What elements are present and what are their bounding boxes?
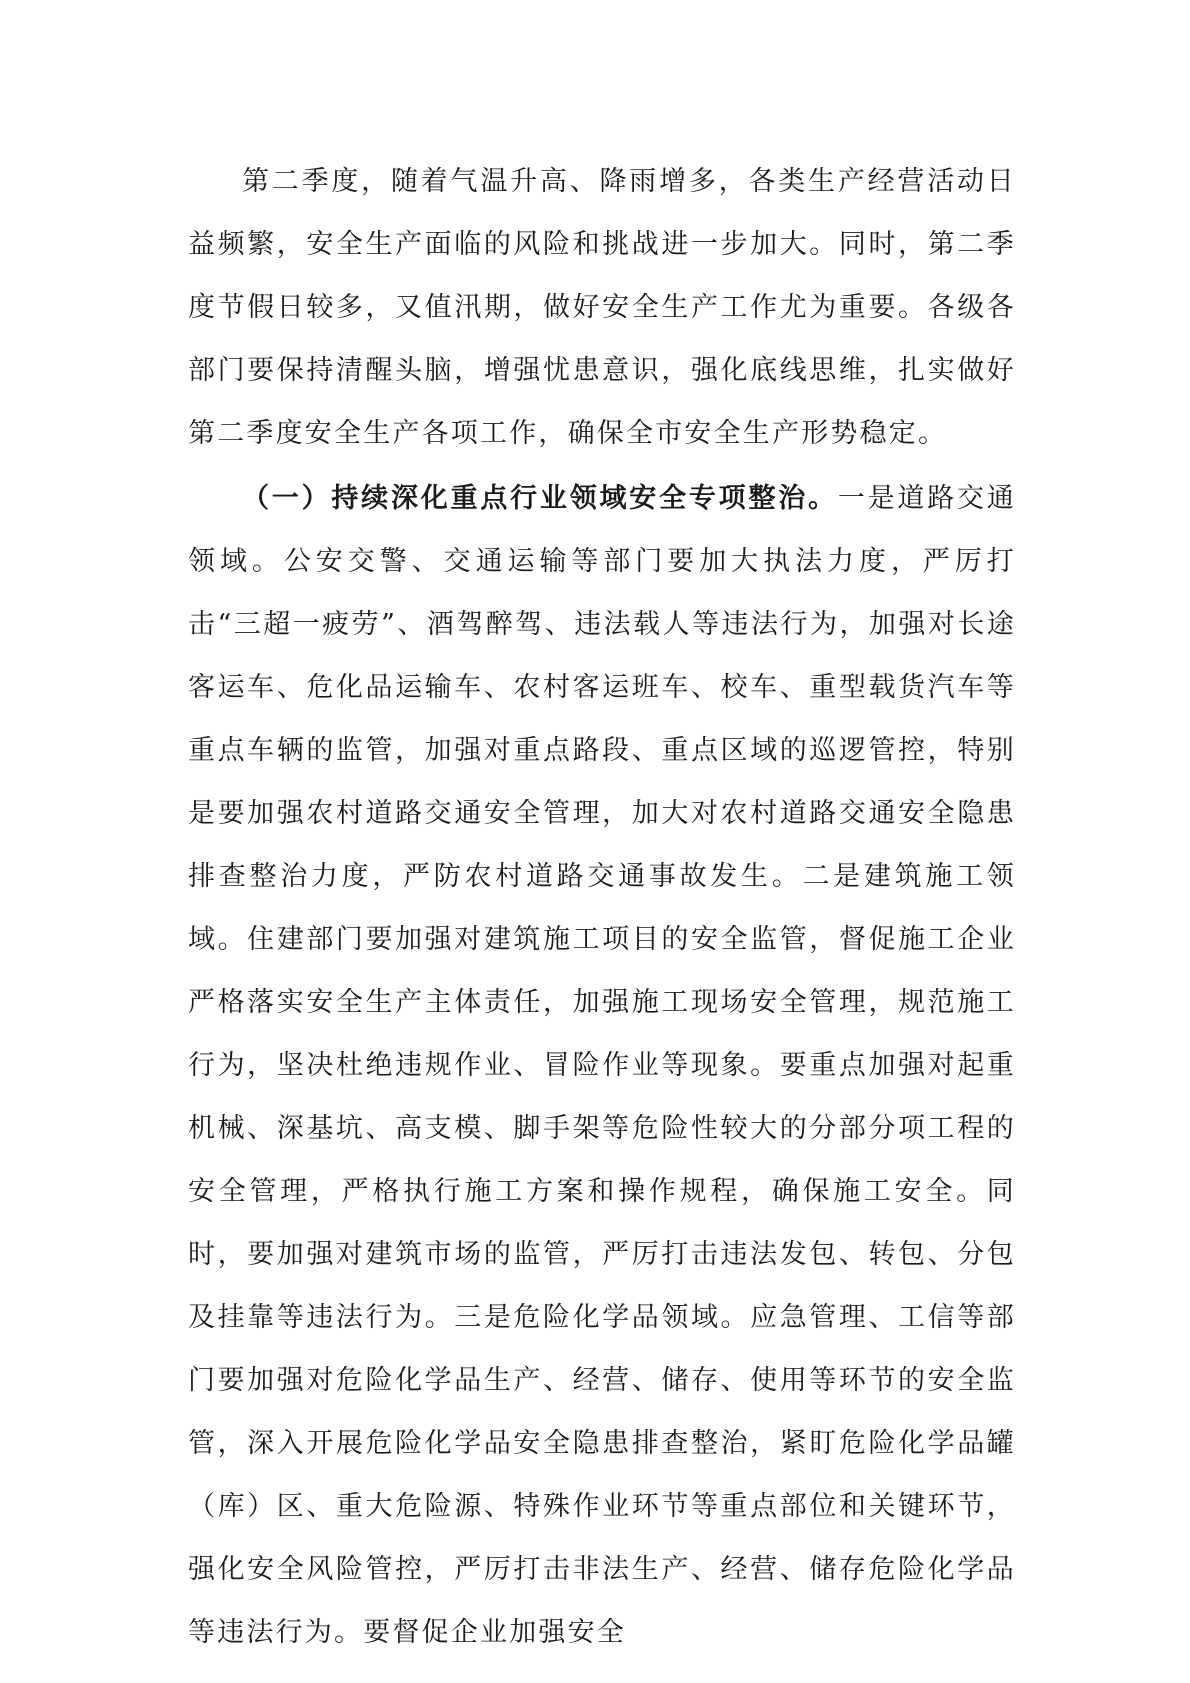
paragraph-text: 一是道路交通领域。公安交警、交通运输等部门要加大执法力度，严厉打击“三超一疲劳”、酒驾醉驾、违法载人等违法行为，加强对长途客运车、危化品运输车、农村客运班车、校车、重型载货汽车等重点车辆的监管，加强对重点路段、重点区域的巡逻管控，特别是要加强农村道路交通安全管理，加大对农村道路交通安全隐患排查整治力度，严防农村道路交通事故发生。二是建筑施工领域。住建部门要加强对建筑施工项目的安全监管，督促施工企业严格落实安全生产主体责任，加强施工现场安全管理，规范施工行为，坚决杜绝违规作业、冒险作业等现象。要重点加强对起重机械、深基坑、高支模、脚手架等危险性较大的分部分项工程的安全管理，严格执行施工方案和操作规程，确保施工安全。同时，要加强对建筑市场的监管，严厉打击违法发包、转包、分包及挂靠等违法行为。三是危险化学品领域。应急管理、工信等部门要加强对危险化学品生产、经营、储存、使用等环节的安全监管，深入开展危险化学品安全隐患排查整治，紧盯危险化学品罐（库）区、重大危险源、特殊作业环节等重点部位和关键环节，强化安全风险管控，严厉打击非法生产、经营、储存危险化学品等违法行为。要督促企业加强安全 — [188, 483, 1017, 1648]
paragraph-section-one — [188, 467, 1016, 1664]
paragraph-text: 第二季度，随着气温升高、降雨增多，各类生产经营活动日益频繁，安全生产面临的风险和挑战进一步加大。同时，第二季度节假日较多，又值汛期，做好安全生产工作尤为重要。各级各部门要保持清醒头脑，增强忧患意识，强化底线思维，扎实做好第二季度安全生产各项工作，确保全市安全生产形势稳定。 — [188, 166, 1016, 449]
body-text — [188, 150, 1016, 1664]
section-heading: （一）持续深化重点行业领域安全专项整治。 — [242, 483, 838, 514]
paragraph-intro — [188, 150, 1016, 465]
